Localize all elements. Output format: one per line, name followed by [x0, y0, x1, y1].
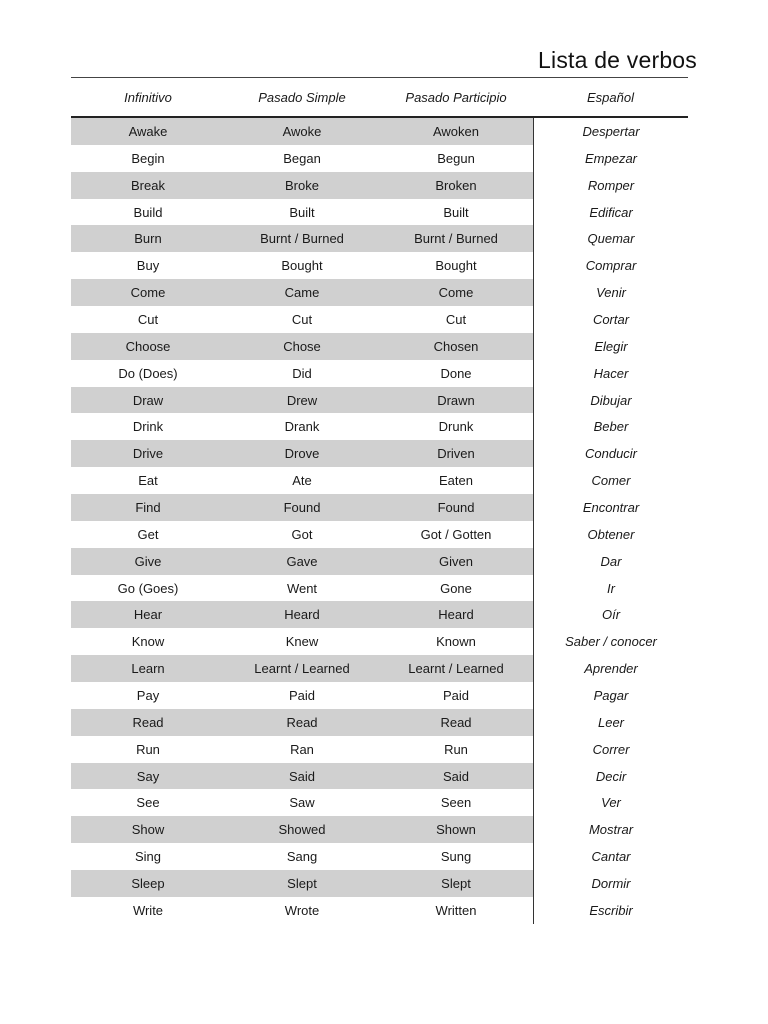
table-row [71, 225, 688, 252]
table-row [71, 333, 688, 360]
pasado-participio-cell: Got / Gotten [420, 526, 492, 542]
infinitivo-cell: Pay [136, 687, 160, 703]
infinitivo-cell: Go (Goes) [117, 580, 179, 596]
pasado-participio-cell: Heard [379, 601, 533, 628]
pasado-simple-cell: Showed [225, 816, 379, 843]
espanol-cell: Quemar [533, 225, 688, 252]
espanol-cell: Mostrar [533, 816, 688, 843]
table-row [71, 548, 688, 575]
pasado-simple-cell: Awoke [225, 118, 379, 145]
infinitivo-cell: Say [71, 763, 225, 790]
pasado-simple-cell: Sang [286, 849, 318, 865]
espanol-cell: Cortar [533, 306, 688, 333]
pasado-participio-cell: Paid [442, 687, 470, 703]
pasado-participio-cell: Said [379, 763, 533, 790]
table-row [71, 870, 688, 897]
infinitivo-cell: Get [137, 526, 159, 542]
pasado-participio-cell: Read [379, 709, 533, 736]
espanol-cell: Saber / conocer [533, 628, 688, 655]
pasado-participio-cell: Sung [440, 849, 472, 865]
espanol-cell: Encontrar [533, 494, 688, 521]
espanol-cell: Dormir [533, 870, 688, 897]
infinitivo-cell: Do (Does) [118, 365, 178, 381]
pasado-simple-cell: Burnt / Burned [225, 225, 379, 252]
pasado-participio-cell: Driven [379, 440, 533, 467]
pasado-participio-cell: Learnt / Learned [379, 655, 533, 682]
infinitivo-cell: Buy [136, 258, 160, 274]
pasado-simple-cell: Wrote [284, 902, 320, 918]
table-row [71, 306, 688, 333]
pasado-simple-cell: Got [291, 526, 313, 542]
infinitivo-cell: Burn [71, 225, 225, 252]
pasado-simple-cell: Began [283, 150, 321, 166]
espanol-cell: Dibujar [533, 387, 688, 414]
pasado-simple-cell: Bought [281, 258, 323, 274]
infinitivo-cell: Drive [71, 440, 225, 467]
table-row [71, 601, 688, 628]
pasado-participio-cell: Eaten [439, 473, 473, 489]
table-row [71, 736, 688, 763]
espanol-cell: Elegir [533, 333, 688, 360]
table-row [71, 413, 688, 440]
infinitivo-cell: Hear [71, 601, 225, 628]
espanol-cell: Romper [533, 172, 688, 199]
infinitivo-cell: Learn [71, 655, 225, 682]
pasado-participio-cell: Cut [445, 311, 467, 327]
infinitivo-cell: Cut [137, 311, 159, 327]
header-pasado-simple: Pasado Simple [258, 89, 346, 105]
espanol-cell: Edificar [533, 199, 688, 226]
pasado-simple-cell: Ran [290, 741, 314, 757]
infinitivo-cell: Build [133, 204, 163, 220]
pasado-participio-cell: Broken [379, 172, 533, 199]
table-row [71, 789, 688, 816]
verb-table [71, 77, 688, 924]
table-row [71, 521, 688, 548]
pasado-simple-cell: Slept [225, 870, 379, 897]
infinitivo-cell: Show [71, 816, 225, 843]
pasado-participio-cell: Drunk [438, 419, 474, 435]
page-title: Lista de verbos [538, 47, 697, 73]
header-infinitivo: Infinitivo [124, 89, 172, 105]
espanol-cell: Conducir [533, 440, 688, 467]
infinitivo-cell: Find [71, 494, 225, 521]
infinitivo-cell: Awake [71, 118, 225, 145]
infinitivo-cell: Choose [71, 333, 225, 360]
table-row [71, 682, 688, 709]
espanol-cell: Ir [533, 575, 688, 602]
infinitivo-cell: Break [71, 172, 225, 199]
table-header [71, 77, 688, 118]
pasado-participio-cell: Seen [440, 795, 472, 811]
table-row [71, 575, 688, 602]
pasado-simple-cell: Said [225, 763, 379, 790]
pasado-participio-cell: Given [379, 548, 533, 575]
espanol-cell: Comer [533, 467, 688, 494]
pasado-simple-cell: Drew [225, 387, 379, 414]
infinitivo-cell: Read [71, 709, 225, 736]
pasado-participio-cell: Chosen [379, 333, 533, 360]
pasado-simple-cell: Broke [225, 172, 379, 199]
pasado-participio-cell: Come [379, 279, 533, 306]
pasado-participio-cell: Bought [435, 258, 477, 274]
espanol-cell: Correr [533, 736, 688, 763]
infinitivo-cell: Eat [138, 473, 158, 489]
infinitivo-cell: Sing [134, 849, 162, 865]
infinitivo-cell: Give [71, 548, 225, 575]
pasado-participio-cell: Written [435, 902, 477, 918]
pasado-simple-cell: Cut [291, 311, 313, 327]
table-row [71, 467, 688, 494]
espanol-cell: Obtener [533, 521, 688, 548]
espanol-cell: Beber [533, 413, 688, 440]
infinitivo-cell: Draw [71, 387, 225, 414]
pasado-participio-cell: Known [436, 634, 476, 650]
table-row [71, 494, 688, 521]
espanol-cell: Pagar [533, 682, 688, 709]
infinitivo-cell: Drink [132, 419, 164, 435]
pasado-simple-cell: Came [225, 279, 379, 306]
table-row [71, 628, 688, 655]
pasado-simple-cell: Gave [225, 548, 379, 575]
pasado-simple-cell: Drove [225, 440, 379, 467]
table-row [71, 145, 688, 172]
espanol-cell: Cantar [533, 843, 688, 870]
table-row [71, 199, 688, 226]
espanol-cell: Leer [533, 709, 688, 736]
pasado-simple-cell: Found [225, 494, 379, 521]
table-row [71, 816, 688, 843]
table-row [71, 897, 688, 924]
table-row [71, 387, 688, 414]
espanol-cell: Despertar [533, 118, 688, 145]
table-row [71, 440, 688, 467]
pasado-simple-cell: Went [286, 580, 318, 596]
table-row [71, 360, 688, 387]
pasado-participio-cell: Begun [437, 150, 475, 166]
table-row [71, 843, 688, 870]
espanol-cell: Empezar [533, 145, 688, 172]
pasado-simple-cell: Drank [284, 419, 320, 435]
espanol-cell: Oír [533, 601, 688, 628]
pasado-simple-cell: Built [289, 204, 315, 220]
infinitivo-cell: See [136, 795, 160, 811]
pasado-simple-cell: Read [225, 709, 379, 736]
infinitivo-cell: Begin [131, 150, 165, 166]
pasado-simple-cell: Chose [225, 333, 379, 360]
infinitivo-cell: Sleep [71, 870, 225, 897]
pasado-participio-cell: Done [440, 365, 472, 381]
espanol-cell: Comprar [533, 252, 688, 279]
infinitivo-cell: Come [71, 279, 225, 306]
infinitivo-cell: Write [132, 902, 164, 918]
header-espanol: Español [587, 89, 634, 105]
pasado-simple-cell: Heard [225, 601, 379, 628]
pasado-participio-cell: Found [379, 494, 533, 521]
table-row [71, 763, 688, 790]
espanol-cell: Escribir [533, 897, 688, 924]
pasado-participio-cell: Awoken [379, 118, 533, 145]
espanol-cell: Venir [533, 279, 688, 306]
pasado-participio-cell: Gone [440, 580, 472, 596]
pasado-participio-cell: Slept [379, 870, 533, 897]
pasado-simple-cell: Learnt / Learned [225, 655, 379, 682]
table-row [71, 279, 688, 306]
table-row [71, 709, 688, 736]
pasado-simple-cell: Knew [285, 634, 319, 650]
infinitivo-cell: Run [136, 741, 160, 757]
pasado-participio-cell: Built [443, 204, 469, 220]
espanol-cell: Ver [533, 789, 688, 816]
pasado-participio-cell: Shown [379, 816, 533, 843]
espanol-cell: Hacer [533, 360, 688, 387]
espanol-cell: Dar [533, 548, 688, 575]
infinitivo-cell: Know [131, 634, 165, 650]
header-pasado-participio: Pasado Participio [405, 89, 507, 105]
pasado-participio-cell: Drawn [379, 387, 533, 414]
pasado-simple-cell: Saw [289, 795, 315, 811]
pasado-participio-cell: Burnt / Burned [379, 225, 533, 252]
espanol-cell: Decir [533, 763, 688, 790]
table-body [71, 118, 688, 924]
pasado-simple-cell: Ate [292, 473, 312, 489]
espanol-cell: Aprender [533, 655, 688, 682]
table-row [71, 655, 688, 682]
table-row [71, 252, 688, 279]
table-row [71, 172, 688, 199]
pasado-simple-cell: Did [292, 365, 312, 381]
pasado-participio-cell: Run [444, 741, 468, 757]
pasado-simple-cell: Paid [288, 687, 316, 703]
table-row [71, 118, 688, 145]
